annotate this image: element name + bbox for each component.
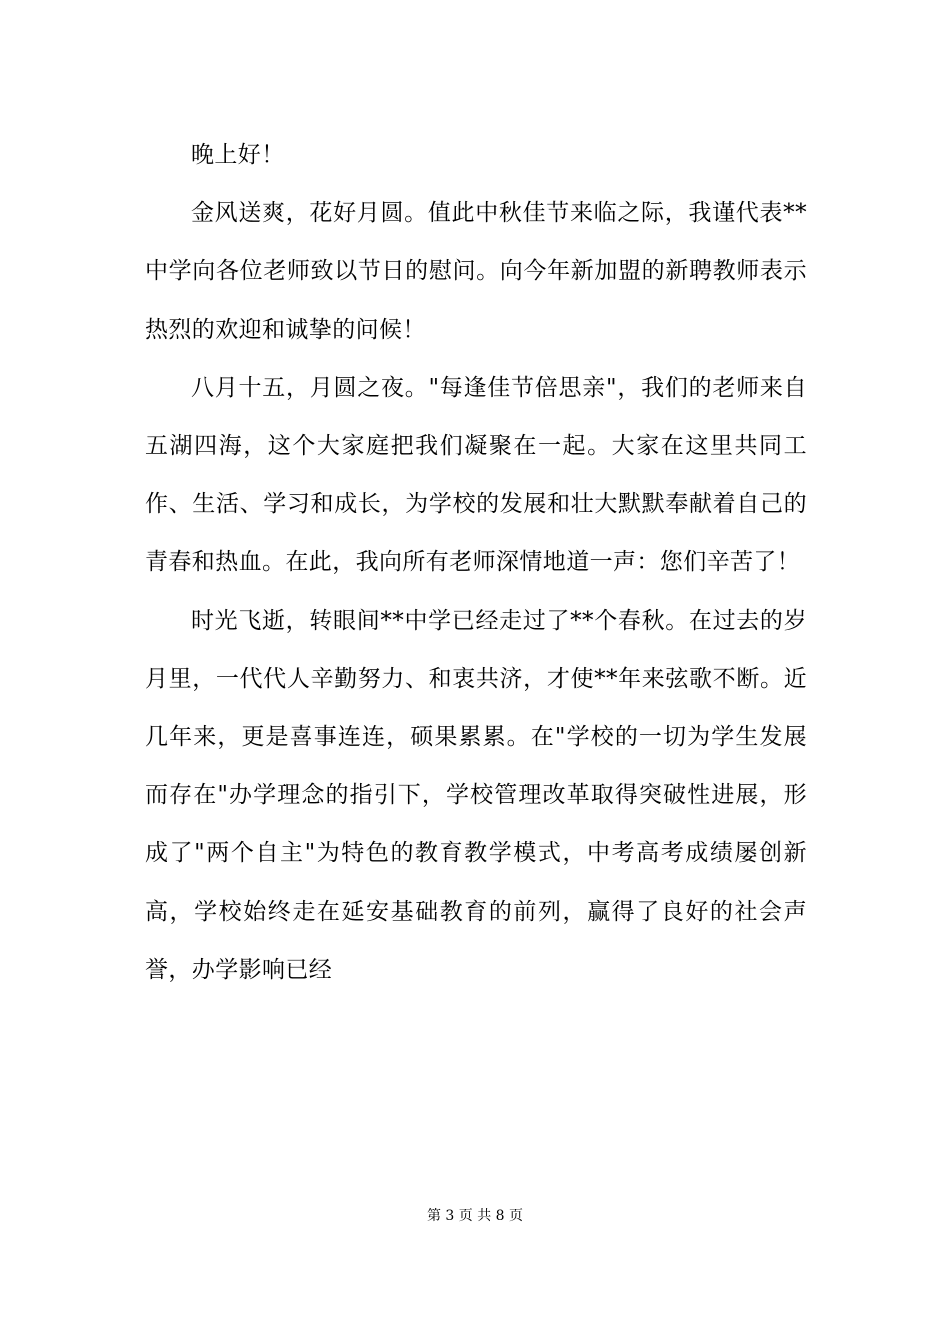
page-number-footer: 第 3 页 共 8 页	[426, 1208, 524, 1224]
paragraph-greeting: 晚上好！	[191, 142, 285, 168]
document-body	[145, 126, 807, 999]
paragraph-school-history: 时光飞逝，转眼间**中学已经走过了**个春秋。在过去的岁月里，一代代人辛勤努力、和衷共济，才使**年来弦歌不断。近几年来，更是喜事连连，硕果累累。在"学校的一切为学生发展而存在"办学理念的指引下，学校管理改革取得突破性进展，形成了"两个自主"为特色的教育教学模式，中考高考成绩屡创新高，学校始终走在延安基础教育的前列，赢得了良好的社会声誉，办学影响已经	[145, 607, 807, 983]
paragraph-teachers-thanks: 八月十五，月圆之夜。"每逢佳节倍思亲"，我们的老师来自五湖四海，这个大家庭把我们凝聚在一起。大家在这里共同工作、生活、学习和成长，为学校的发展和壮大默默奉献着自己的青春和热血。在此，我向所有老师深情地道一声：您们辛苦了！	[145, 374, 807, 576]
paragraph-festival-greeting: 金风送爽，花好月圆。值此中秋佳节来临之际，我谨代表**中学向各位老师致以节日的慰问。向今年新加盟的新聘教师表示热烈的欢迎和诚挚的问候！	[145, 200, 807, 343]
